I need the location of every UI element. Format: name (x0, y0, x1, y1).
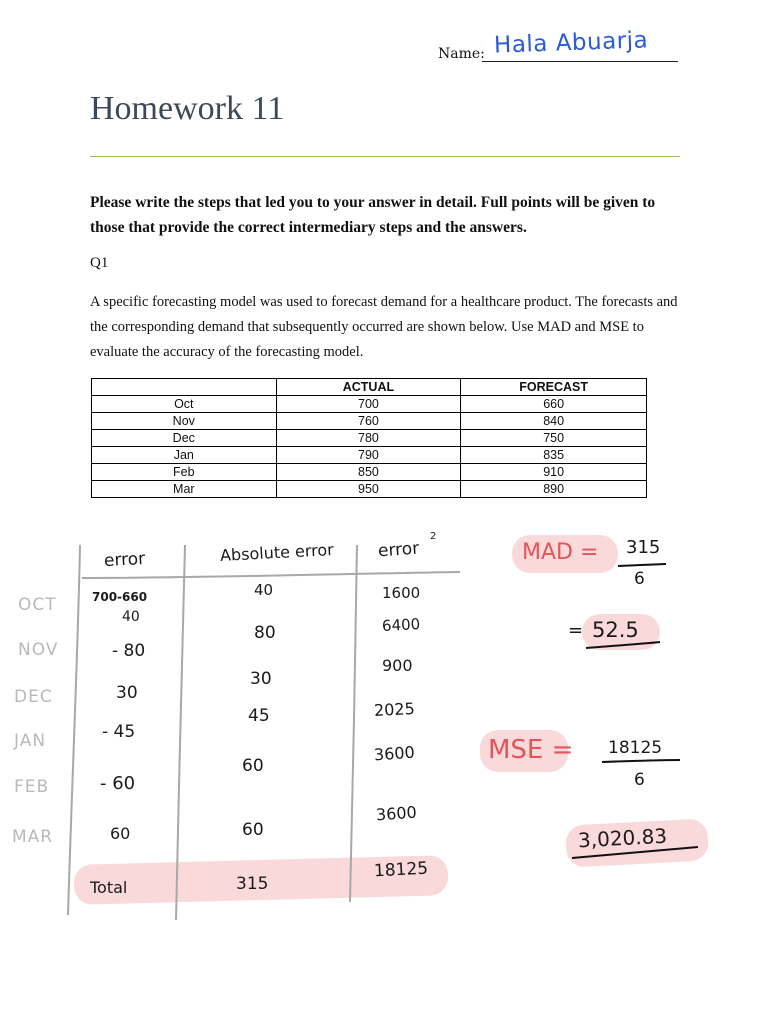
sq-error-value: 3600 (375, 802, 418, 825)
mse-label: MSE = (488, 735, 574, 765)
table-cell: 750 (461, 430, 647, 447)
table-cell: Oct (92, 396, 277, 413)
month-label: FEB (14, 777, 50, 797)
instructions: Please write the steps that led you to your answer in detail. Full points will be given to those that provide the correct intermediary steps and the answers. (90, 194, 656, 236)
abs-error-value: 40 (254, 581, 274, 599)
abs-error-value: 60 (242, 756, 264, 776)
mad-label: MAD = (522, 540, 599, 565)
mad-result: 52.5 (592, 618, 639, 642)
table-cell: Nov (92, 413, 277, 430)
abs-error-value: 80 (254, 623, 276, 643)
student-name: Hala Abuarja (493, 27, 649, 59)
table-cell: 780 (276, 430, 461, 447)
error-col-header: error (103, 548, 146, 572)
table-cell: 700 (276, 396, 461, 413)
abs-error-col-header: Absolute error (219, 540, 335, 565)
table-cell: 850 (276, 464, 461, 481)
table-cell: 890 (461, 481, 647, 498)
abs-error-value: 60 (242, 820, 264, 840)
abs-error-value: 30 (250, 669, 272, 689)
total-sq-error: 18125 (373, 858, 429, 882)
error-value: 700-660 (92, 590, 148, 604)
mse-denominator: 6 (634, 770, 645, 790)
table-cell: 660 (461, 396, 647, 413)
month-label: OCT (18, 595, 57, 615)
mad-numerator: 315 (626, 537, 661, 558)
table-cell: 950 (276, 481, 461, 498)
mse-result: 3,020.83 (577, 823, 668, 853)
table-cell: Jan (92, 447, 277, 464)
error-value: 30 (116, 683, 138, 703)
sq-error-col-header: error (377, 538, 420, 562)
abs-error-value: 45 (248, 706, 270, 726)
table-header: FORECAST (461, 379, 647, 396)
sq-error-value: 2025 (373, 698, 416, 721)
table-cell: Dec (92, 430, 277, 447)
total-label: Total (90, 878, 128, 897)
month-label: MAR (12, 827, 54, 847)
sq-error-value: 3600 (373, 742, 416, 765)
table-cell: 760 (276, 413, 461, 430)
question-label: Q1 (90, 255, 109, 271)
sq-error-value: 900 (382, 656, 413, 675)
table-cell: 790 (276, 447, 461, 464)
mad-equals: = (568, 620, 584, 641)
table-cell: 835 (461, 447, 647, 464)
name-label: Name: (438, 46, 485, 62)
table-cell: 910 (461, 464, 647, 481)
error-value: - 80 (112, 641, 146, 661)
error-value: - 45 (102, 722, 136, 742)
table-cell: Mar (92, 481, 277, 498)
table-cell: Feb (92, 464, 277, 481)
table-cell: 840 (461, 413, 647, 430)
page-title: Homework 11 (90, 90, 285, 127)
table-header: ACTUAL (276, 379, 461, 396)
month-label: DEC (14, 687, 53, 707)
sq-error-value: 6400 (381, 615, 421, 635)
sq-error-value: 1600 (382, 584, 421, 602)
superscript-two: 2 (430, 531, 437, 542)
mse-numerator: 18125 (608, 738, 663, 758)
error-value: 40 (122, 609, 140, 625)
error-value: 60 (110, 824, 131, 843)
month-label: NOV (18, 640, 59, 660)
mad-denominator: 6 (634, 569, 645, 589)
question-text: A specific forecasting model was used to forecast demand for a healthcare product. The forecasts and the corresponding demand that subsequently occurred are shown below. Use MAD and MSE to evaluate the accuracy of the forecasting model. (90, 294, 678, 360)
total-abs-error: 315 (236, 874, 269, 894)
month-label: JAN (14, 731, 47, 751)
error-value: - 60 (100, 773, 136, 794)
